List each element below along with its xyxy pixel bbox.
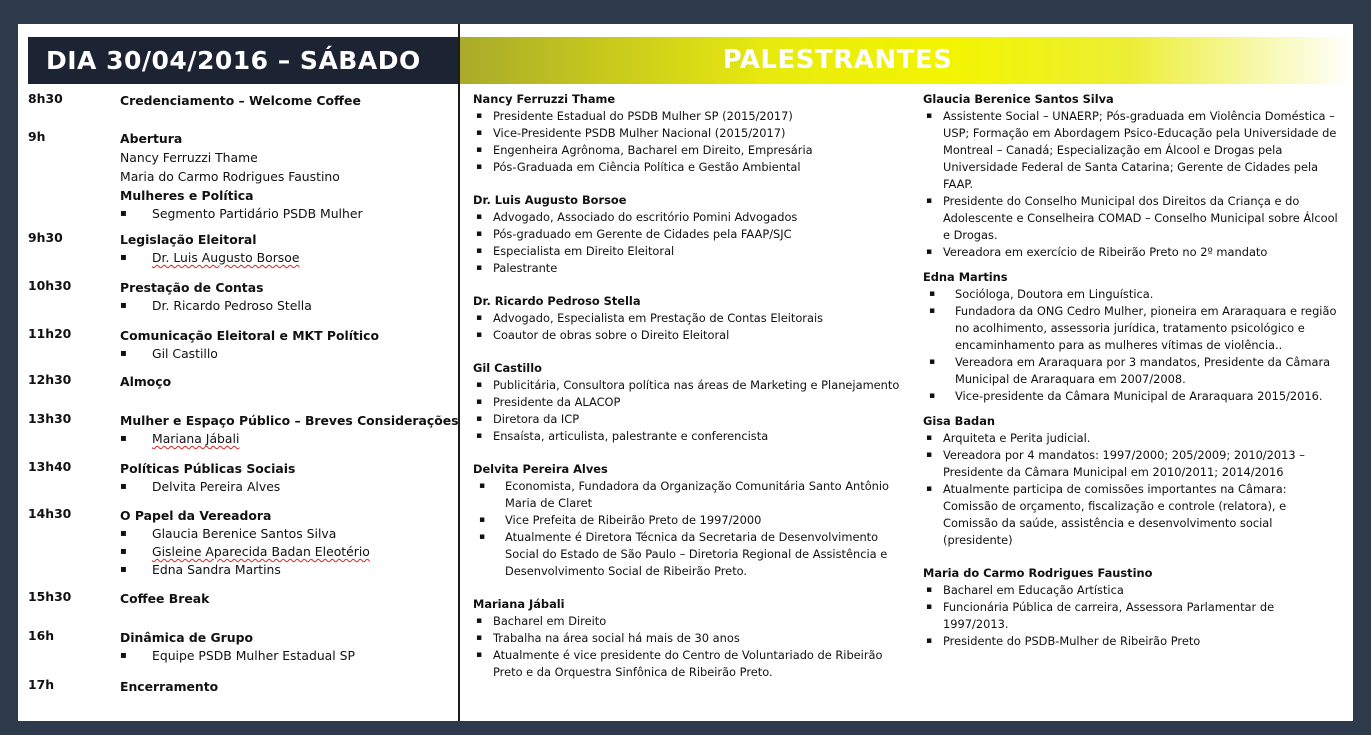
slot-speaker xyxy=(120,345,460,363)
speaker-credentials xyxy=(473,209,913,277)
slot-time: 17h xyxy=(28,677,55,692)
credential-item: ▪ Vereadora em exercício de Ribeirão Preto no 2º mandato xyxy=(923,244,1343,261)
speakers-column-2 xyxy=(923,91,1343,650)
speaker-bio xyxy=(923,413,1343,549)
slot-speaker-name: Gil Castillo xyxy=(152,346,218,361)
speaker-name: Glaucia Berenice Santos Silva xyxy=(923,92,1114,106)
slot-body xyxy=(120,677,460,696)
credential-item: ▪ Engenheira Agrônoma, Bacharel em Direito, Empresária xyxy=(473,142,913,159)
speaker-name: Edna Martins xyxy=(923,270,1008,284)
speaker-credentials xyxy=(923,582,1343,650)
program-sheet xyxy=(18,24,1353,721)
credential-item: ▪ Presidente Estadual do PSDB Mulher SP (2015/2017) xyxy=(473,108,913,125)
slot-body xyxy=(120,278,460,315)
slot-title: Políticas Públicas Sociais xyxy=(120,461,296,476)
credential-item: ▪ Assistente Social – UNAERP; Pós-graduada em Violência Doméstica – USP; Formação em Abordagem Psico-Educação pela Universidade de Montreal – Canadá; Especialização em Álcool e Drogas pela Universidade Federal de Santa Catarina; Gerente de Cidades pela FAAP. xyxy=(923,108,1343,193)
credential-item: ▪ Bacharel em Educação Artística xyxy=(923,582,1343,599)
slot-time: 11h20 xyxy=(28,326,72,341)
credential-item: ▪ Bacharel em Direito xyxy=(473,613,913,630)
slot-body xyxy=(120,506,460,579)
slot-speaker xyxy=(120,647,460,665)
speaker-credentials xyxy=(923,430,1343,549)
slot-title: Dinâmica de Grupo xyxy=(120,630,253,645)
speakers-column-1 xyxy=(473,91,913,681)
slot-speaker-name: Segmento Partidário PSDB Mulher xyxy=(152,206,363,221)
speaker-bio xyxy=(473,596,913,681)
credential-item: ▪ Advogado, Especialista em Prestação de Contas Eleitorais xyxy=(473,310,913,327)
credential-item: ▪ Advogado, Associado do escritório Pomini Advogados xyxy=(473,209,913,226)
slot-body xyxy=(120,91,460,110)
speaker-bio xyxy=(473,91,913,176)
credential-item: ▪ Presidente da ALACOP xyxy=(473,394,913,411)
slot-time: 14h30 xyxy=(28,506,72,521)
slot-speaker-name: Mariana Jábali xyxy=(152,431,240,446)
speakers-header xyxy=(458,37,1353,84)
credential-item: ▪ Publicitária, Consultora política nas áreas de Marketing e Planejamento xyxy=(473,377,913,394)
credential-item: ▪ Trabalha na área social há mais de 30 anos xyxy=(473,630,913,647)
slot-speaker xyxy=(120,543,460,561)
credential-item: ▪ Atualmente é Diretora Técnica da Secretaria de Desenvolvimento Social do Estado de São Paulo – Diretoria Regional de Assistência e Desenvolvimento Social de Ribeirão Preto. xyxy=(473,529,913,580)
credential-item: ▪ Socióloga, Doutora em Linguística. xyxy=(923,286,1343,303)
speaker-credentials xyxy=(473,310,913,344)
credential-item: ▪ Fundadora da ONG Cedro Mulher, pioneira em Araraquara e região no acolhimento, assessoria jurídica, tratamento psicológico e encaminhamento para as mulheres vítimas de violência.. xyxy=(923,303,1343,354)
speaker-bio xyxy=(473,360,913,445)
slot-time: 10h30 xyxy=(28,278,72,293)
slot-time: 15h30 xyxy=(28,589,72,604)
credential-item: ▪ Presidente do Conselho Municipal dos Direitos da Criança e do Adolescente e Conselheira COMAD – Conselho Municipal sobre Álcool e Drogas. xyxy=(923,193,1343,244)
slot-title: Credenciamento – Welcome Coffee xyxy=(120,93,361,108)
credential-item: ▪ Presidente do PSDB-Mulher de Ribeirão Preto xyxy=(923,633,1343,650)
slot-title: Encerramento xyxy=(120,679,219,694)
slot-time: 9h xyxy=(28,129,46,144)
day-header: DIA 30/04/2016 – SÁBADO xyxy=(28,37,458,84)
slot-speaker xyxy=(120,297,460,315)
slot-speaker xyxy=(120,205,460,223)
slot-body xyxy=(120,411,460,448)
credential-item: ▪ Palestrante xyxy=(473,260,913,277)
slot-time: 13h30 xyxy=(28,411,72,426)
credential-item: ▪ Atualmente participa de comissões importantes na Câmara: Comissão de orçamento, fiscalização e controle (relatora), e Comissão da saúde, assistência e desenvolvimento social (presidente) xyxy=(923,481,1343,549)
slot-speaker xyxy=(120,249,460,267)
slot-body xyxy=(120,459,460,496)
speaker-bio xyxy=(923,565,1343,650)
credential-item: ▪ Coautor de obras sobre o Direito Eleitoral xyxy=(473,327,913,344)
slot-body xyxy=(120,589,460,608)
slot-time: 9h30 xyxy=(28,230,63,245)
slot-title: Coffee Break xyxy=(120,591,210,606)
speaker-credentials xyxy=(473,108,913,176)
speaker-name: Maria do Carmo Rodrigues Faustino xyxy=(923,566,1153,580)
slot-title: Almoço xyxy=(120,374,172,389)
speakers-header-title: PALESTRANTES xyxy=(722,45,953,75)
credential-item: ▪ Vereadora em Araraquara por 3 mandatos, Presidente da Câmara Municipal de Araraquara em 2007/2008. xyxy=(923,354,1343,388)
slot-time: 8h30 xyxy=(28,91,63,106)
speaker-name: Nancy Ferruzzi Thame xyxy=(473,92,616,106)
slot-speaker-name: Edna Sandra Martins xyxy=(152,562,281,577)
credential-item: ▪ Diretora da ICP xyxy=(473,411,913,428)
slot-speaker-name: Glaucia Berenice Santos Silva xyxy=(152,526,337,541)
slot-body xyxy=(120,326,460,363)
speaker-credentials xyxy=(473,377,913,445)
speaker-bio xyxy=(923,269,1343,405)
slot-time: 12h30 xyxy=(28,372,72,387)
credential-item: ▪ Ensaísta, articulista, palestrante e conferencista xyxy=(473,428,913,445)
speaker-name: Gil Castillo xyxy=(473,361,542,375)
slot-title: Legislação Eleitoral xyxy=(120,232,257,247)
slot-speaker-name: Dr. Luis Augusto Borsoe xyxy=(152,250,300,265)
slot-line: Maria do Carmo Rodrigues Faustino xyxy=(120,169,340,184)
speaker-name: Gisa Badan xyxy=(923,414,996,428)
slot-body xyxy=(120,628,460,665)
speaker-credentials xyxy=(473,478,913,580)
speaker-credentials xyxy=(923,108,1343,261)
speaker-bio xyxy=(473,192,913,277)
slot-title: Prestação de Contas xyxy=(120,280,264,295)
speaker-name: Mariana Jábali xyxy=(473,597,565,611)
slot-body xyxy=(120,372,460,391)
slot-speaker xyxy=(120,525,460,543)
slot-line: Nancy Ferruzzi Thame xyxy=(120,150,258,165)
speaker-name: Delvita Pereira Alves xyxy=(473,462,608,476)
speaker-credentials xyxy=(473,613,913,681)
speaker-bio xyxy=(473,461,913,580)
credential-item: ▪ Pós-Graduada em Ciência Política e Gestão Ambiental xyxy=(473,159,913,176)
slot-body xyxy=(120,129,460,223)
slot-title: O Papel da Vereadora xyxy=(120,508,272,523)
slot-speaker-name: Dr. Ricardo Pedroso Stella xyxy=(152,298,312,313)
credential-item: ▪ Economista, Fundadora da Organização Comunitária Santo Antônio Maria de Claret xyxy=(473,478,913,512)
credential-item: ▪ Pós-graduado em Gerente de Cidades pela FAAP/SJC xyxy=(473,226,913,243)
credential-item: ▪ Especialista em Direito Eleitoral xyxy=(473,243,913,260)
credential-item: ▪ Vice-Presidente PSDB Mulher Nacional (2015/2017) xyxy=(473,125,913,142)
credential-item: ▪ Vereadora por 4 mandatos: 1997/2000; 205/2009; 2010/2013 – Presidente da Câmara Municipal em 2010/2011; 2014/2016 xyxy=(923,447,1343,481)
slot-subtitle: Mulheres e Política xyxy=(120,188,254,203)
slot-title: Abertura xyxy=(120,131,183,146)
slot-speaker-name: Delvita Pereira Alves xyxy=(152,479,281,494)
speaker-credentials xyxy=(923,286,1343,405)
credential-item: ▪ Arquiteta e Perita judicial. xyxy=(923,430,1343,447)
slot-speaker xyxy=(120,478,460,496)
speaker-name: Dr. Ricardo Pedroso Stella xyxy=(473,294,641,308)
slot-time: 13h40 xyxy=(28,459,72,474)
slot-title: Mulher e Espaço Público – Breves Considerações xyxy=(120,413,459,428)
slot-speaker-name: Gisleine Aparecida Badan Eleotério xyxy=(152,544,370,559)
slot-speaker-name: Equipe PSDB Mulher Estadual SP xyxy=(152,648,355,663)
credential-item: ▪ Vice-presidente da Câmara Municipal de Araraquara 2015/2016. xyxy=(923,388,1343,405)
credential-item: ▪ Vice Prefeita de Ribeirão Preto de 1997/2000 xyxy=(473,512,913,529)
credential-item: ▪ Atualmente é vice presidente do Centro de Voluntariado de Ribeirão Preto e da Orquestra Sinfônica de Ribeirão Preto. xyxy=(473,647,913,681)
slot-speaker xyxy=(120,561,460,579)
speaker-bio xyxy=(473,293,913,344)
speaker-bio xyxy=(923,91,1343,261)
slot-speaker xyxy=(120,430,460,448)
speaker-name: Dr. Luis Augusto Borsoe xyxy=(473,193,627,207)
credential-item: ▪ Funcionária Pública de carreira, Assessora Parlamentar de 1997/2013. xyxy=(923,599,1343,633)
slot-time: 16h xyxy=(28,628,55,643)
slot-body xyxy=(120,230,460,267)
slot-title: Comunicação Eleitoral e MKT Político xyxy=(120,328,380,343)
